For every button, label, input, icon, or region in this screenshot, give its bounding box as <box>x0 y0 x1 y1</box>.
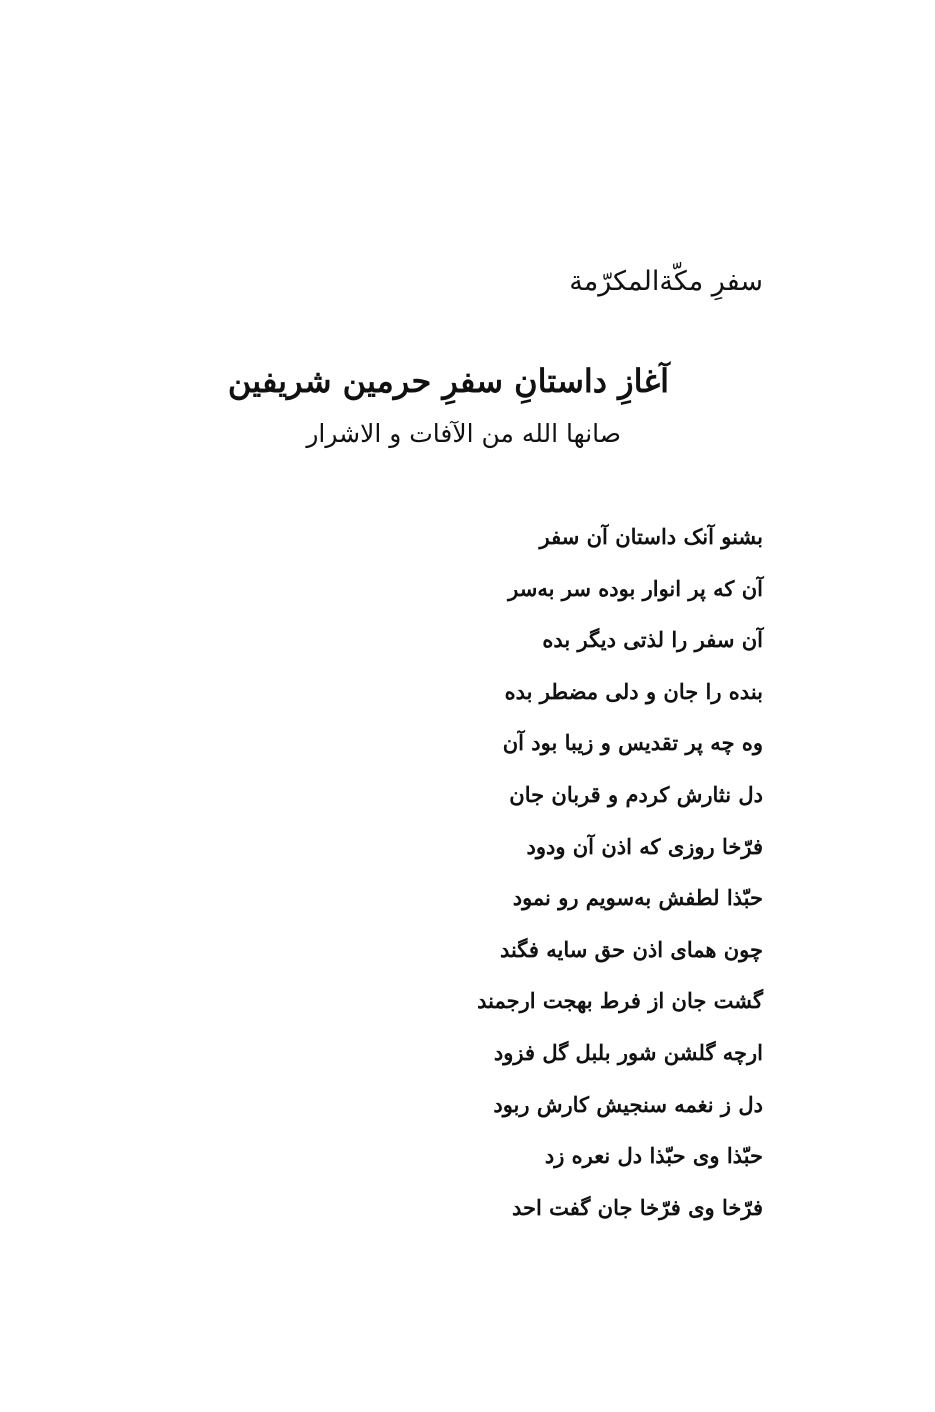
chapter-title: آغازِ داستانِ سفرِ حرمین شریفین <box>227 362 669 400</box>
verse-line: فرّخا وی فرّخا جان گفت احد <box>511 1194 763 1220</box>
verse-line: دل نثارش کردم و قربان جان <box>509 781 763 807</box>
verse-line: دل ز نغمه سنجیش کارش ربود <box>493 1091 763 1117</box>
verse-line: فرّخا روزی که اذن آن ودود <box>526 833 763 859</box>
verse-line: آن سفر را لذتی دیگر بده <box>542 627 763 653</box>
chapter-subtitle: صانها الله من الآفات و الاشرار <box>306 419 621 448</box>
verse-line: ارچه گلشن شور بلبل گل فزود <box>493 1039 763 1065</box>
verse-line: بشنو آنک داستان آن سفر <box>539 524 763 549</box>
verse-line: بنده را جان و دلی مضطر بده <box>504 678 763 704</box>
section-heading: سفرِ مکّةالمکرّمة <box>569 266 763 297</box>
verse-line: چون همای اذن حق سایه فگند <box>499 936 763 962</box>
verse-list <box>477 514 763 1236</box>
verse-line: گشت جان از فرط بهجت ارجمند <box>477 988 763 1014</box>
verse-line: آن که پر انوار بوده سر به‌سر <box>508 575 763 601</box>
verse-line: حبّذا وی حبّذا دل نعره زد <box>544 1143 763 1169</box>
verse-line: حبّذا لطفش به‌سویم رو نمود <box>512 885 763 911</box>
verse-line: وه چه پر تقدیس و زیبا بود آن <box>502 730 763 756</box>
